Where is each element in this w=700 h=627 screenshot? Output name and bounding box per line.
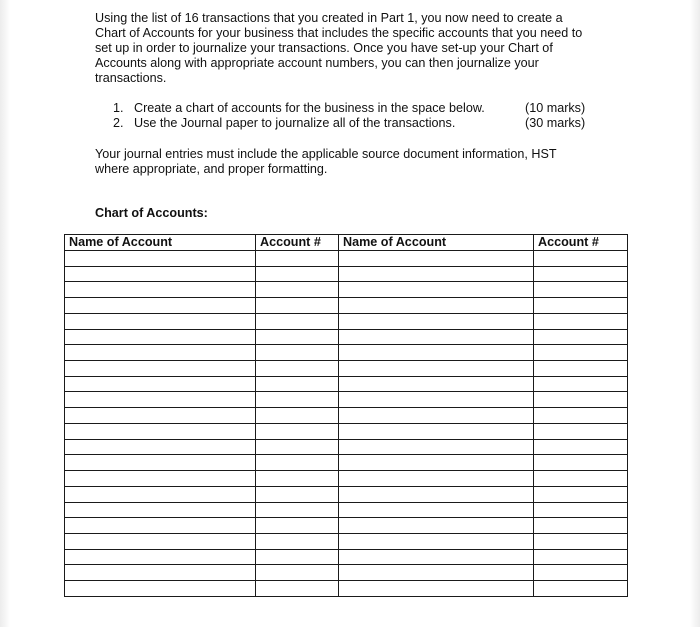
table-cell[interactable] xyxy=(256,345,339,361)
table-cell[interactable] xyxy=(65,439,256,455)
table-cell[interactable] xyxy=(534,313,628,329)
table-cell[interactable] xyxy=(534,392,628,408)
table-cell[interactable] xyxy=(256,329,339,345)
table-cell[interactable] xyxy=(534,471,628,487)
header-name-of-account: Name of Account xyxy=(65,235,256,251)
table-cell[interactable] xyxy=(534,486,628,502)
table-cell[interactable] xyxy=(339,533,534,549)
table-cell[interactable] xyxy=(65,329,256,345)
table-row xyxy=(65,518,628,534)
table-cell[interactable] xyxy=(65,486,256,502)
table-cell[interactable] xyxy=(339,455,534,471)
table-cell[interactable] xyxy=(256,392,339,408)
table-cell[interactable] xyxy=(65,549,256,565)
table-cell[interactable] xyxy=(339,565,534,581)
table-cell[interactable] xyxy=(65,455,256,471)
table-cell[interactable] xyxy=(339,329,534,345)
table-row xyxy=(65,533,628,549)
task-text: Use the Journal paper to journalize all of the transactions. xyxy=(134,116,456,130)
table-cell[interactable] xyxy=(339,408,534,424)
table-cell[interactable] xyxy=(65,502,256,518)
table-cell[interactable] xyxy=(256,549,339,565)
table-cell[interactable] xyxy=(65,471,256,487)
table-row xyxy=(65,549,628,565)
table-cell[interactable] xyxy=(65,423,256,439)
table-row xyxy=(65,376,628,392)
table-row xyxy=(65,471,628,487)
table-cell[interactable] xyxy=(256,486,339,502)
table-cell[interactable] xyxy=(256,423,339,439)
table-cell[interactable] xyxy=(339,251,534,267)
intro-line: transactions. xyxy=(95,71,167,85)
note-line: Your journal entries must include the applicable source document information, HST xyxy=(95,147,557,161)
table-cell[interactable] xyxy=(65,533,256,549)
table-row xyxy=(65,565,628,581)
table-cell[interactable] xyxy=(534,423,628,439)
table-row xyxy=(65,439,628,455)
table-cell[interactable] xyxy=(65,251,256,267)
table-cell[interactable] xyxy=(339,549,534,565)
task-item xyxy=(113,116,593,131)
chart-of-accounts-title: Chart of Accounts: xyxy=(95,206,208,220)
table-cell[interactable] xyxy=(65,392,256,408)
table-cell[interactable] xyxy=(534,518,628,534)
table-cell[interactable] xyxy=(256,282,339,298)
table-body xyxy=(65,251,628,597)
table-cell[interactable] xyxy=(534,439,628,455)
table-cell[interactable] xyxy=(534,581,628,597)
intro-paragraph xyxy=(95,11,615,86)
task-item xyxy=(113,101,593,116)
table-cell[interactable] xyxy=(339,392,534,408)
table-cell[interactable] xyxy=(339,376,534,392)
table-cell[interactable] xyxy=(339,581,534,597)
table-cell[interactable] xyxy=(534,298,628,314)
intro-line: Accounts along with appropriate account numbers, you can then journalize your xyxy=(95,56,539,70)
table-row xyxy=(65,408,628,424)
table-cell[interactable] xyxy=(65,518,256,534)
table-row xyxy=(65,298,628,314)
table-cell[interactable] xyxy=(534,361,628,377)
table-cell[interactable] xyxy=(256,533,339,549)
table-cell[interactable] xyxy=(339,361,534,377)
table-row xyxy=(65,486,628,502)
header-name-of-account: Name of Account xyxy=(339,235,534,251)
table-cell[interactable] xyxy=(256,266,339,282)
table-cell[interactable] xyxy=(339,282,534,298)
table-cell[interactable] xyxy=(256,565,339,581)
table-cell[interactable] xyxy=(65,361,256,377)
table-cell[interactable] xyxy=(256,502,339,518)
table-row xyxy=(65,282,628,298)
table-cell[interactable] xyxy=(256,455,339,471)
table-cell[interactable] xyxy=(339,313,534,329)
table-cell[interactable] xyxy=(256,313,339,329)
table-cell[interactable] xyxy=(339,298,534,314)
table-row xyxy=(65,251,628,267)
table-cell[interactable] xyxy=(534,251,628,267)
table-row xyxy=(65,266,628,282)
task-text: Create a chart of accounts for the business in the space below. xyxy=(134,101,485,115)
table-row xyxy=(65,502,628,518)
chart-of-accounts-table xyxy=(64,234,628,597)
intro-line: set up in order to journalize your transactions. Once you have set-up your Chart of xyxy=(95,41,553,55)
table-cell[interactable] xyxy=(534,549,628,565)
table-header-row xyxy=(65,235,628,251)
table-cell[interactable] xyxy=(256,439,339,455)
table-row xyxy=(65,455,628,471)
table-cell[interactable] xyxy=(65,345,256,361)
table-cell[interactable] xyxy=(65,313,256,329)
table-cell[interactable] xyxy=(256,298,339,314)
table-cell[interactable] xyxy=(339,518,534,534)
table-cell[interactable] xyxy=(256,518,339,534)
table-cell[interactable] xyxy=(256,581,339,597)
table-cell[interactable] xyxy=(256,251,339,267)
journal-note xyxy=(95,147,615,177)
table-cell[interactable] xyxy=(65,376,256,392)
table-cell[interactable] xyxy=(65,581,256,597)
table-row xyxy=(65,423,628,439)
table-cell[interactable] xyxy=(339,345,534,361)
header-account-number: Account # xyxy=(534,235,628,251)
table-row xyxy=(65,329,628,345)
header-account-number: Account # xyxy=(256,235,339,251)
table-cell[interactable] xyxy=(339,471,534,487)
table-row xyxy=(65,361,628,377)
table-cell[interactable] xyxy=(65,565,256,581)
table-cell[interactable] xyxy=(534,408,628,424)
note-line: where appropriate, and proper formatting. xyxy=(95,162,328,176)
table-cell[interactable] xyxy=(534,329,628,345)
table-cell[interactable] xyxy=(534,345,628,361)
table-row xyxy=(65,345,628,361)
table-cell[interactable] xyxy=(534,502,628,518)
table-cell[interactable] xyxy=(65,298,256,314)
table-cell[interactable] xyxy=(534,282,628,298)
table-cell[interactable] xyxy=(534,455,628,471)
task-marks: (30 marks) xyxy=(525,116,586,130)
table-cell[interactable] xyxy=(339,439,534,455)
task-number: 2. xyxy=(113,116,124,130)
table-cell[interactable] xyxy=(339,502,534,518)
table-cell[interactable] xyxy=(256,408,339,424)
table-cell[interactable] xyxy=(534,266,628,282)
table-row xyxy=(65,392,628,408)
table-cell[interactable] xyxy=(256,361,339,377)
task-marks: (10 marks) xyxy=(525,101,586,115)
intro-line: Using the list of 16 transactions that you created in Part 1, you now need to create a xyxy=(95,11,563,25)
task-list xyxy=(113,101,593,131)
table-cell[interactable] xyxy=(339,423,534,439)
table-cell[interactable] xyxy=(65,282,256,298)
task-number: 1. xyxy=(113,101,124,115)
table-cell[interactable] xyxy=(65,266,256,282)
table-cell[interactable] xyxy=(534,376,628,392)
table-cell[interactable] xyxy=(534,565,628,581)
table-cell[interactable] xyxy=(339,266,534,282)
table-row xyxy=(65,313,628,329)
table-cell[interactable] xyxy=(534,533,628,549)
table-row xyxy=(65,581,628,597)
table-cell[interactable] xyxy=(256,471,339,487)
intro-line: Chart of Accounts for your business that includes the specific accounts that you need to xyxy=(95,26,583,40)
table-cell[interactable] xyxy=(65,408,256,424)
table-cell[interactable] xyxy=(339,486,534,502)
table-cell[interactable] xyxy=(256,376,339,392)
